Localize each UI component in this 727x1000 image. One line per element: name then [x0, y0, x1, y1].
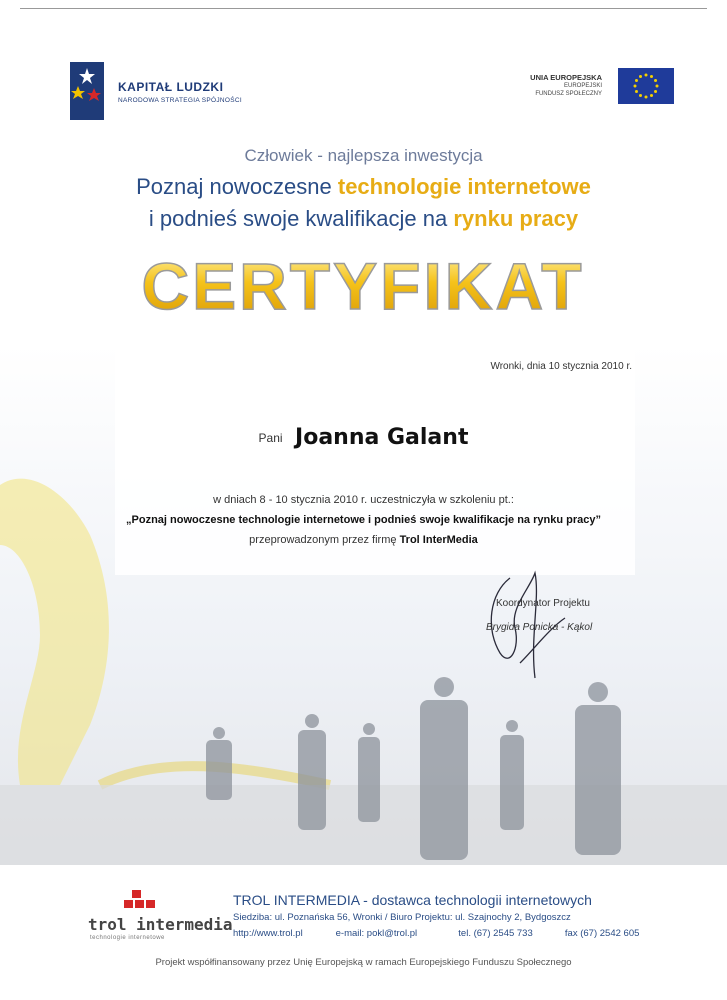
conducted-by-text: przeprowadzonym przez firmę [249, 534, 400, 546]
footer-website[interactable]: http://www.trol.pl [233, 928, 303, 939]
recipient-name: Joanna Galant [295, 425, 469, 450]
headline-line-2 [0, 206, 727, 232]
coordinator-name: Brygida Ponicka - Kąkol [486, 622, 593, 633]
eu-line-2: FUNDUSZ SPOŁECZNY [535, 91, 602, 97]
footer-address: Siedziba: ul. Poznańska 56, Wronki / Biuro Projektu: ul. Szajnochy 2, Bydgoszcz [233, 912, 571, 923]
eu-flag-icon [618, 68, 674, 104]
eu-star-icon [645, 74, 648, 77]
headline-1-text: Poznaj nowoczesne [136, 174, 338, 199]
trol-logo-text: trol intermedia [88, 915, 233, 934]
place-date: Wronki, dnia 10 stycznia 2010 r. [490, 361, 632, 372]
recipient [0, 425, 727, 450]
headline-line-1 [0, 174, 727, 200]
cofinancing-note: Projekt współfinansowany przez Unię Europejską w ramach Europejskiego Funduszu Społecznego [155, 957, 572, 968]
eu-title: UNIA EUROPEJSKA [530, 73, 602, 82]
conducted-by-line [0, 534, 727, 546]
headline-1-highlight: technologie internetowe [337, 174, 591, 199]
eu-line-1: EUROPEJSKI [563, 83, 602, 89]
footer-contacts [233, 928, 639, 939]
footer-phone: tel. (67) 2545 733 [458, 928, 533, 939]
eu-star-icon [639, 75, 642, 78]
eu-star-icon [654, 90, 657, 93]
eu-star-icon [634, 85, 637, 88]
eu-star-icon [635, 90, 638, 93]
eu-star-icon [635, 79, 638, 82]
eu-star-icon [656, 85, 659, 88]
eu-star-icon [645, 96, 648, 99]
participation-text: w dniach 8 - 10 stycznia 2010 r. uczestniczyła w szkoleniu pt.: [213, 494, 514, 506]
company-name: Trol InterMedia [399, 534, 478, 546]
eu-star-icon [650, 94, 653, 97]
trol-tagline: technologie internetowe [90, 935, 165, 941]
certificate-title-text: CERTYFIKAT [141, 249, 585, 323]
kapital-ludzki-text [118, 80, 242, 104]
footer-company-line: TROL INTERMEDIA - dostawca technologii internetowych [233, 892, 592, 908]
eu-star-icon [650, 75, 653, 78]
program-subtitle: NARODOWA STRATEGIA SPÓJNOŚCI [118, 97, 242, 104]
footer-email[interactable]: e-mail: pokl@trol.pl [335, 928, 418, 939]
slogan: Człowiek - najlepsza inwestycja [244, 146, 483, 165]
program-title: KAPITAŁ LUDZKI [118, 80, 224, 94]
eu-star-icon [639, 94, 642, 97]
eu-star-icon [654, 79, 657, 82]
top-border-line [20, 8, 707, 9]
certificate-title [0, 245, 727, 325]
headline-2-highlight: rynku pracy [453, 206, 579, 231]
recipient-title: Pani [258, 430, 283, 445]
kapital-ludzki-logo-icon [70, 62, 104, 120]
course-title: „Poznaj nowoczesne technologie internetowe i podnieś swoje kwalifikacje na rynku pracy” [126, 514, 601, 526]
coordinator-role: Koordynator Projektu [496, 598, 590, 609]
eu-text [530, 73, 602, 98]
headline-2-text: i podnieś swoje kwalifikacje na [148, 206, 454, 231]
footer-fax: fax (67) 2542 605 [564, 928, 640, 939]
